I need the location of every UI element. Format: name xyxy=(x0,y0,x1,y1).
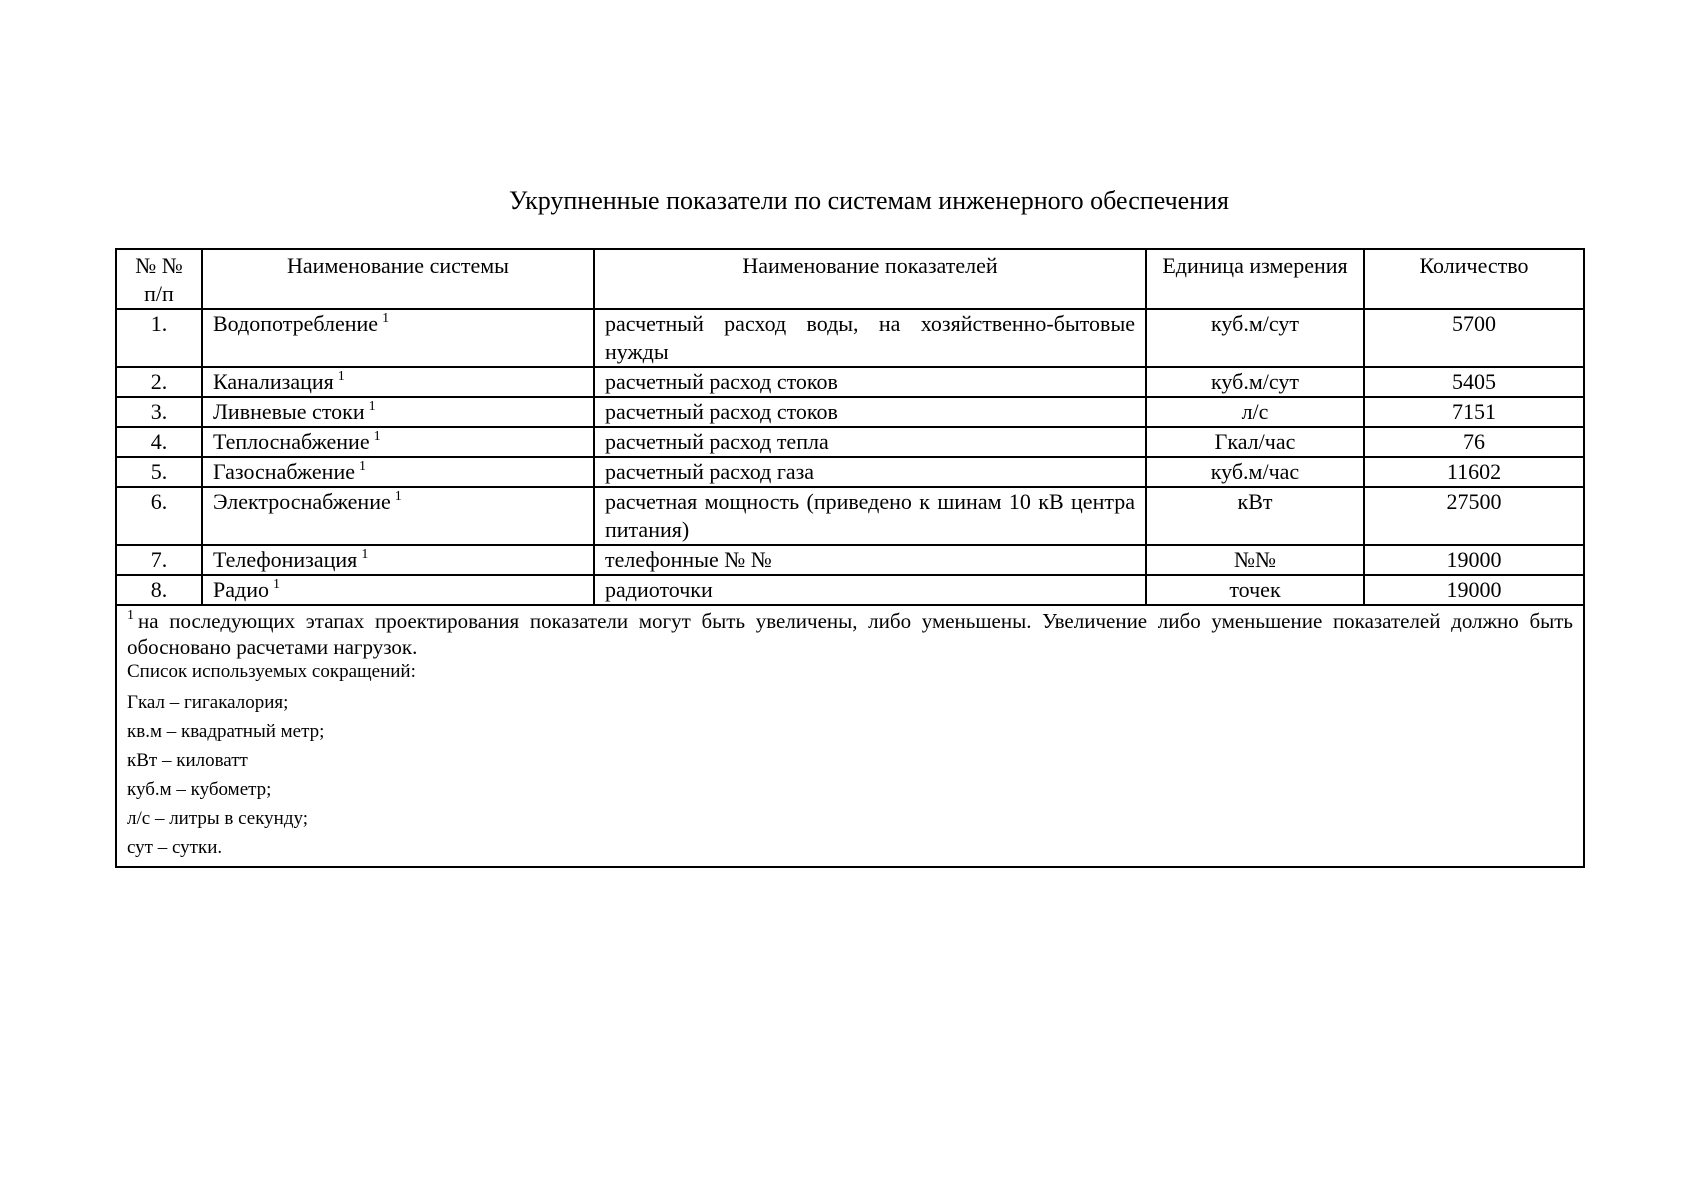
row-unit: куб.м/час xyxy=(1146,457,1364,487)
row-unit: куб.м/сут xyxy=(1146,367,1364,397)
abbreviation-item: сут – сутки. xyxy=(127,837,223,858)
row-quantity: 5700 xyxy=(1364,309,1584,367)
footnote-reference: 1 xyxy=(373,429,381,444)
abbreviations-title: Список используемых сокращений: xyxy=(127,661,416,682)
footnote-reference: 1 xyxy=(272,577,280,592)
row-num: 3. xyxy=(116,397,202,427)
table-row xyxy=(116,575,1584,605)
engineering-indicators-table xyxy=(115,248,1585,868)
row-system: Теплоснабжение $^1$ xyxy=(202,427,594,457)
row-quantity: 5405 xyxy=(1364,367,1584,397)
row-num: 5. xyxy=(116,457,202,487)
header-indicator: Наименование показателей xyxy=(594,249,1146,309)
footnote-reference: 1 xyxy=(394,489,402,504)
row-unit: Гкал/час xyxy=(1146,427,1364,457)
row-quantity: 7151 xyxy=(1364,397,1584,427)
footnote-reference: 1 xyxy=(337,369,345,384)
row-indicator: телефонные № № xyxy=(594,545,1146,575)
row-system: Водопотребление $^1$ xyxy=(202,309,594,367)
row-indicator: расчетный расход стоков xyxy=(594,367,1146,397)
row-num: 8. xyxy=(116,575,202,605)
abbreviation-item: куб.м – кубометр; xyxy=(127,779,272,800)
footnote-cell xyxy=(116,605,1584,867)
abbreviations-list xyxy=(127,688,1573,862)
footnote-reference: 1 xyxy=(382,311,390,326)
row-system: Электроснабжение $^1$ xyxy=(202,487,594,545)
abbreviation-item: кв.м – квадратный метр; xyxy=(127,721,325,742)
row-indicator: расчетный расход тепла xyxy=(594,427,1146,457)
row-indicator: радиоточки xyxy=(594,575,1146,605)
row-quantity: 11602 xyxy=(1364,457,1584,487)
header-system: Наименование системы xyxy=(202,249,594,309)
abbreviation-item: кВт – киловатт xyxy=(127,750,248,771)
document-title: Укрупненные показатели по системам инженерного обеспечения xyxy=(508,186,1229,215)
row-num: 6. xyxy=(116,487,202,545)
row-num: 1. xyxy=(116,309,202,367)
table-row xyxy=(116,545,1584,575)
row-indicator: расчетная мощность (приведено к шинам 10 кВ центра питания) xyxy=(594,487,1146,545)
footnote-reference: 1 xyxy=(361,547,369,562)
table-row xyxy=(116,427,1584,457)
row-quantity: 19000 xyxy=(1364,575,1584,605)
row-unit: кВт xyxy=(1146,487,1364,545)
table-header-row xyxy=(116,249,1584,309)
footnote-reference: 1 xyxy=(368,399,376,414)
row-quantity: 76 xyxy=(1364,427,1584,457)
table-row xyxy=(116,367,1584,397)
abbreviation-item: Гкал – гигакалория; xyxy=(127,692,289,713)
row-system: Ливневые стоки $^1$ xyxy=(202,397,594,427)
footnote-text: $^1$ на последующих этапах проектирования показатели могут быть увеличены, либо уменьшены. Увеличение либо уменьшение показателей должно быть обосновано расчетами нагрузок. xyxy=(127,608,1573,659)
header-quantity: Количество xyxy=(1364,249,1584,309)
header-num: № № п/п xyxy=(116,249,202,309)
row-quantity: 27500 xyxy=(1364,487,1584,545)
row-unit: л/с xyxy=(1146,397,1364,427)
table-row xyxy=(116,487,1584,545)
row-indicator: расчетный расход газа xyxy=(594,457,1146,487)
row-system: Канализация $^1$ xyxy=(202,367,594,397)
table-row xyxy=(116,397,1584,427)
row-unit: №№ xyxy=(1146,545,1364,575)
row-unit: точек xyxy=(1146,575,1364,605)
table-row xyxy=(116,309,1584,367)
row-indicator: расчетный расход воды, на хозяйственно-бытовые нужды xyxy=(594,309,1146,367)
row-num: 2. xyxy=(116,367,202,397)
footnote-marker: 1 xyxy=(127,608,134,623)
row-num: 7. xyxy=(116,545,202,575)
table-row xyxy=(116,457,1584,487)
row-system: Газоснабжение $^1$ xyxy=(202,457,594,487)
row-num: 4. xyxy=(116,427,202,457)
footnote-row xyxy=(116,605,1584,867)
row-indicator: расчетный расход стоков xyxy=(594,397,1146,427)
row-unit: куб.м/сут xyxy=(1146,309,1364,367)
header-unit: Единица измерения xyxy=(1146,249,1364,309)
footnote-reference: 1 xyxy=(358,459,366,474)
abbreviation-item: л/с – литры в секунду; xyxy=(127,808,309,829)
row-system: Телефонизация $^1$ xyxy=(202,545,594,575)
row-system: Радио $^1$ xyxy=(202,575,594,605)
row-quantity: 19000 xyxy=(1364,545,1584,575)
